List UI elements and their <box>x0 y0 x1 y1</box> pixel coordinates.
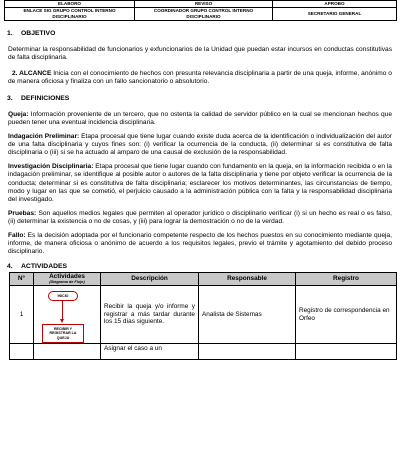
col-header-registro: Registro <box>296 273 397 286</box>
definition-investigacion <box>4 163 396 203</box>
flow-process-box: RECIBIR Y REGISTRAR LA QUEJA <box>42 324 84 343</box>
aprobo-value: SECRETARIO GENERAL <box>273 7 397 20</box>
section-objetivo-heading <box>4 30 396 38</box>
signature-table <box>4 0 397 21</box>
col-header-descripcion: Descripción <box>101 273 199 286</box>
definition-fallo <box>4 232 396 256</box>
section-title: OBJETIVO <box>21 29 56 37</box>
row-registro <box>296 344 397 360</box>
row-descripcion: Asignar el caso a un <box>101 344 199 360</box>
reviso-header: REVISO <box>135 1 273 8</box>
flow-start-terminal: INICIO <box>48 291 78 301</box>
section-title: ACTIVIDADES <box>21 262 68 270</box>
definition-term: Pruebas: <box>8 209 37 217</box>
col-header-num: N° <box>10 273 34 286</box>
row-number: 1 <box>10 286 34 344</box>
definition-text: Etapa procesal que tiene lugar cuando existe duda acerca de la identificación o individualización del autor de una falta disciplinaria y cuyos fines son: (i) verificar la ocurrencia de la conducta, (ii) determinar si es constitutiva de falta disciplinaria o (iii) si se ha actuado al amparo de una causal de exclusión de la responsabilidad. <box>8 133 392 157</box>
aprobo-header: APROBO <box>273 1 397 8</box>
section-number: 4. <box>7 262 13 270</box>
definition-text: Son aquellos medios legales que permiten al operador jurídico o disciplinario verificar (i) si un hecho es real o es falso, (ii) determinar la existencia o no de cosas, y (iii) para lograr la demostración o no de la verdad. <box>8 209 392 225</box>
col-header-actividades-label: Actividades <box>49 273 85 281</box>
col-header-actividades <box>34 273 101 286</box>
alcance-text: Inicia con el conocimiento de hechos con presunta relevancia disciplinaria a partir de una queja, informe, anónimo o de manera oficiosa y finaliza con un fallo sancionatorio o absolutorio. <box>8 69 392 85</box>
row-descripcion: Recibir la queja y/o informe y registrar a más tardar durante los 15 días siguiente. <box>101 286 199 344</box>
col-header-responsable: Responsable <box>199 273 296 286</box>
flow-diagram-cell <box>34 344 101 360</box>
section-number: 3. <box>7 95 13 102</box>
definition-queja <box>4 111 396 127</box>
col-header-actividades-sub: (Diagrama de Flujo) <box>49 280 85 285</box>
flow-arrow <box>62 301 63 321</box>
row-number <box>10 344 34 360</box>
elaboro-value: ENLACE SIG GRUPO CONTROL INTERNO DISCIPLINARIO <box>5 7 135 20</box>
definition-indagacion <box>4 133 396 157</box>
activities-table <box>9 272 397 360</box>
definition-text: Es la decisión adoptada por el funcionario competente respecto de los hechos puestos en su conocimiento mediante queja, informe, de manera oficiosa o anónimo de acuerdo a los requisitos legales, previo el trámite y agotamiento del debido proceso disciplinario. <box>8 231 392 255</box>
table-row <box>10 344 397 360</box>
flow-arrowhead-icon <box>60 319 64 323</box>
row-responsable: Analista de Sistemas <box>199 286 296 344</box>
objetivo-text: Determinar la responsabilidad de funcionarios y exfuncionarios de la Unidad que puedan estar incursos en conductas constitutivas de falta disciplinaria. <box>8 45 392 61</box>
flow-diagram-cell <box>34 286 101 344</box>
section-actividades-heading <box>4 263 396 271</box>
definition-text: Información proveniente de un tercero, que no ostenta la calidad de servidor público en la cual se mencionan hechos que pueden tener una eventual incidencia disciplinaria. <box>8 111 392 127</box>
definition-term: Fallo: <box>8 231 26 239</box>
definition-term: Queja: <box>8 111 29 119</box>
row-registro: Registro de correspondencia en Orfeo <box>296 286 397 344</box>
reviso-value: COORDINADOR GRUPO CONTROL INTERNO DISCIPLINARIO <box>135 7 273 20</box>
alcance-label: 2. ALCANCE <box>12 69 52 77</box>
definition-term: Investigación Disciplinaria: <box>8 163 94 171</box>
definition-text: Etapa procesal que tiene lugar cuando con fundamento en la queja, en la información recibida o en la indagación preliminar, se identifique al posible autor o autores de la falta disciplinaria y tiene por objeto verificar la ocurrencia de la conducta; determinar si es constitutiva de falta disciplinaria; esclarecer los motivos determinantes, las circunstancias de tiempo, modo y lugar en las que se cometió, el perjuicio causado a la administración pública con la falta y la responsabilidad disciplinaria del investigado. <box>8 163 392 203</box>
section-definiciones-heading <box>4 95 396 103</box>
section-title: DEFINICIONES <box>21 95 70 102</box>
section-number: 1. <box>7 29 13 37</box>
activities-header-row <box>10 273 397 286</box>
alcance-paragraph <box>4 70 396 86</box>
row-responsable <box>199 344 296 360</box>
table-row <box>10 286 397 344</box>
elaboro-header: ELABORO <box>5 1 135 8</box>
definition-pruebas <box>4 210 396 226</box>
definition-term: Indagación Preliminar: <box>8 133 80 141</box>
